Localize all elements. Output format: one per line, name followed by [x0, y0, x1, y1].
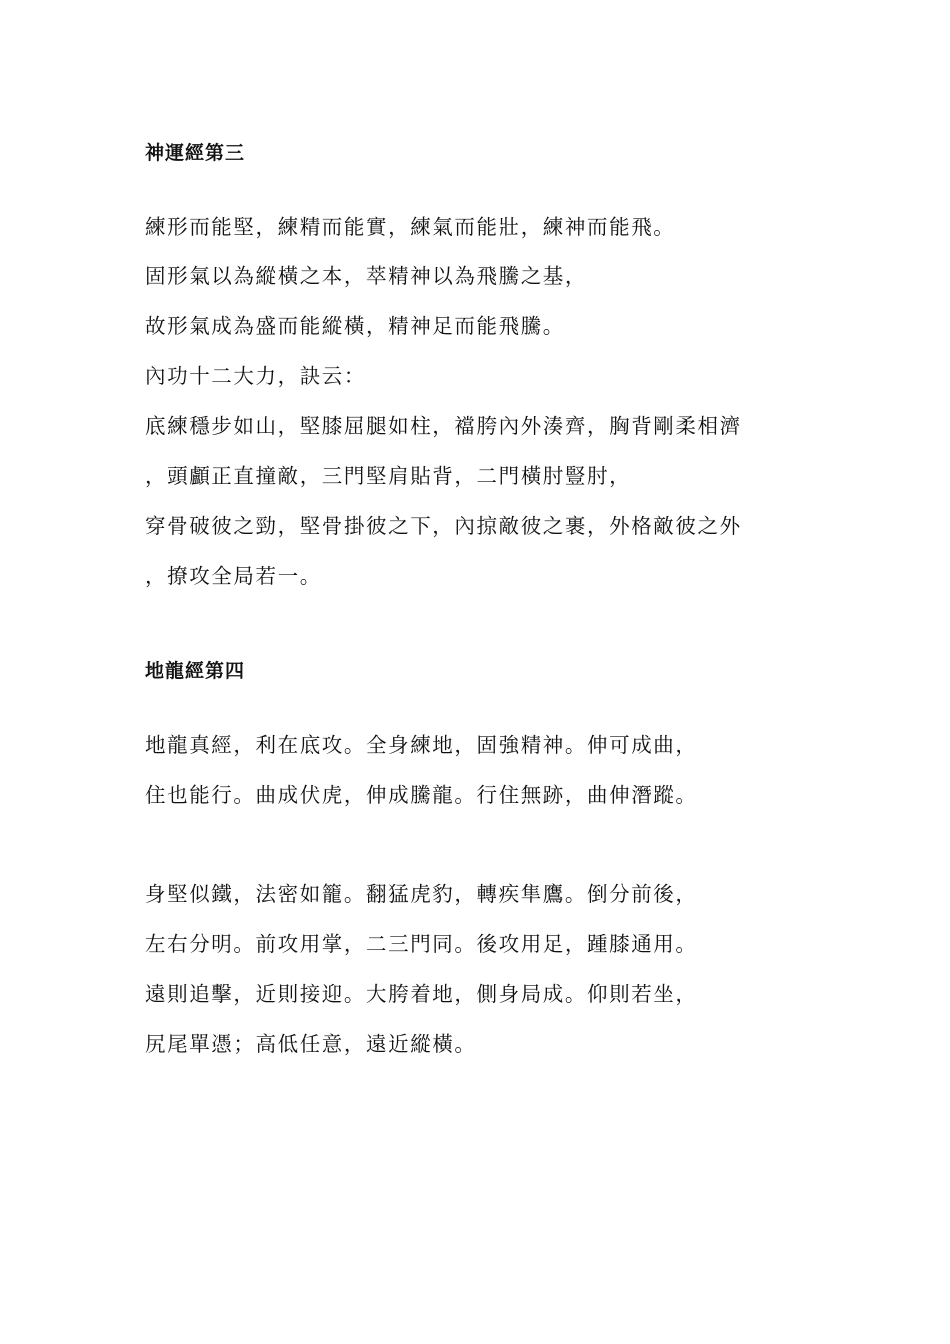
text-line: 住也能行。曲成伏虎，伸成騰龍。行住無跡，曲伸潛蹤。: [145, 783, 698, 807]
text-line: 內功十二大力，訣云：: [145, 364, 366, 388]
text-line: ，撩攻全局若一。: [145, 564, 322, 588]
text-line: 地龍真經，利在底攻。全身練地，固強精神。伸可成曲，: [145, 733, 698, 757]
text-line: 身堅似鐵，法密如籠。翻猛虎豹，轉疾隼鷹。倒分前後，: [145, 882, 698, 906]
section-heading-dilong: 地龍經第四: [145, 660, 246, 682]
text-line: 穿骨破彼之勁，堅骨掛彼之下，內掠敵彼之裹，外格敵彼之外: [145, 514, 742, 538]
text-line: 遠則追擊，近則接迎。大胯着地，側身局成。仰則若坐，: [145, 982, 698, 1006]
text-line: 底練穩步如山，堅膝屈腿如柱，襠胯內外湊齊，胸背剛柔相濟: [145, 414, 742, 438]
text-line: 固形氣以為縱橫之本，萃精神以為飛騰之基，: [145, 264, 587, 288]
text-line: 尻尾單憑；高低任意，遠近縱橫。: [145, 1032, 477, 1056]
text-line: 練形而能堅，練精而能實，練氣而能壯，練神而能飛。: [145, 215, 676, 239]
text-line: 左右分明。前攻用掌，二三門同。後攻用足，踵膝通用。: [145, 932, 698, 956]
text-line: 故形氣成為盛而能縱橫，精神足而能飛騰。: [145, 314, 565, 338]
section-heading-shenyun: 神運經第三: [145, 142, 246, 164]
text-line: ，頭顱正直撞敵，三門堅肩貼背，二門橫肘豎肘，: [145, 464, 632, 488]
